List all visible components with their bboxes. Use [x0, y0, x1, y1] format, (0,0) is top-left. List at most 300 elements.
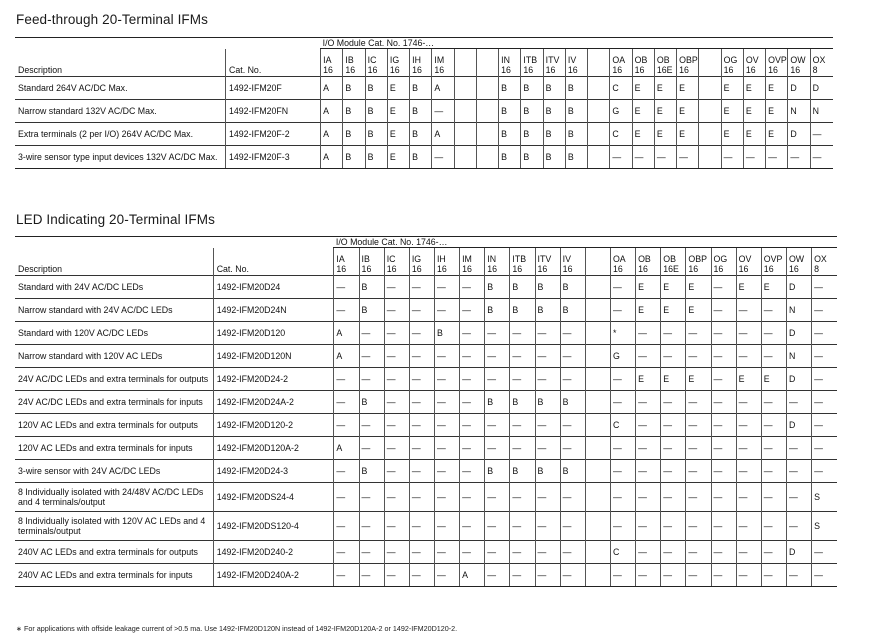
- module-name: IC: [367, 55, 377, 65]
- compat-code: —: [711, 512, 736, 541]
- compat-code: [454, 146, 476, 169]
- compat-code: —: [434, 541, 459, 564]
- compat-code: —: [460, 368, 485, 391]
- compat-code: —: [711, 322, 736, 345]
- compat-code: —: [661, 541, 686, 564]
- module-points: 16: [612, 65, 623, 75]
- module-points: 8: [814, 264, 819, 274]
- compat-code: E: [686, 299, 711, 322]
- module-column-header: [636, 248, 661, 276]
- compat-code: [585, 276, 610, 299]
- compat-code: —: [743, 146, 765, 169]
- compat-code: B: [521, 77, 543, 100]
- compat-code: E: [736, 368, 761, 391]
- compat-code: —: [686, 391, 711, 414]
- compat-code: —: [636, 322, 661, 345]
- compat-code: —: [535, 345, 560, 368]
- compat-code: —: [359, 564, 384, 587]
- compat-code: —: [535, 564, 560, 587]
- compat-code: —: [560, 512, 585, 541]
- module-points: 16: [336, 264, 347, 274]
- compat-code: —: [786, 460, 811, 483]
- module-points: 16: [537, 264, 548, 274]
- compat-code: —: [636, 512, 661, 541]
- compat-code: —: [761, 299, 786, 322]
- compat-code: E: [654, 123, 676, 146]
- compat-code: —: [432, 146, 454, 169]
- compat-code: —: [384, 391, 409, 414]
- compat-code: —: [736, 414, 761, 437]
- compat-code: —: [334, 414, 359, 437]
- compat-code: B: [499, 77, 521, 100]
- compat-code: B: [543, 123, 565, 146]
- module-column-header: [565, 49, 587, 77]
- compat-code: B: [359, 460, 384, 483]
- compat-code: E: [686, 368, 711, 391]
- compat-code: —: [636, 541, 661, 564]
- table-row: [15, 437, 837, 460]
- compat-code: —: [661, 564, 686, 587]
- compat-code: A: [321, 77, 343, 100]
- module-column-header: [812, 248, 837, 276]
- module-column-header: [343, 49, 365, 77]
- compat-code: D: [786, 368, 811, 391]
- description-header: Description: [18, 264, 63, 274]
- blank-cell: [15, 237, 213, 248]
- compat-code: —: [384, 276, 409, 299]
- compat-code: B: [343, 146, 365, 169]
- compat-code: E: [761, 276, 786, 299]
- compat-code: [585, 541, 610, 564]
- compat-code: D: [788, 77, 810, 100]
- compat-code: —: [359, 541, 384, 564]
- compat-code: —: [812, 299, 837, 322]
- compat-code: B: [485, 299, 510, 322]
- module-name: ITV: [545, 55, 560, 65]
- compat-code: —: [661, 414, 686, 437]
- compat-code: —: [610, 483, 635, 512]
- module-column-header: [610, 248, 635, 276]
- module-name: OBP: [688, 254, 707, 264]
- compat-code: D: [788, 123, 810, 146]
- row-cat-no: 1492-IFM20D24: [213, 276, 334, 299]
- module-name: IM: [434, 55, 445, 65]
- compat-code: —: [686, 322, 711, 345]
- compat-code: D: [786, 276, 811, 299]
- compat-code: —: [434, 391, 459, 414]
- module-column-header: [410, 49, 432, 77]
- compat-code: —: [409, 368, 434, 391]
- compat-code: —: [434, 368, 459, 391]
- compat-code: E: [387, 77, 409, 100]
- row-description: 24V AC/DC LEDs and extra terminals for inputs: [15, 391, 213, 414]
- compat-code: —: [711, 541, 736, 564]
- compat-code: —: [661, 483, 686, 512]
- row-description: Narrow standard 132V AC/DC Max.: [15, 100, 226, 123]
- module-points: [590, 65, 609, 75]
- compat-code: —: [432, 100, 454, 123]
- compat-code: E: [661, 276, 686, 299]
- compat-code: —: [610, 299, 635, 322]
- module-points: 16: [386, 264, 397, 274]
- compat-code: —: [384, 512, 409, 541]
- row-cat-no: 1492-IFM20D120A-2: [213, 437, 334, 460]
- table-row: [15, 512, 837, 541]
- module-name: [588, 254, 610, 264]
- compat-code: [454, 123, 476, 146]
- compat-code: [585, 483, 610, 512]
- module-column-header: [485, 248, 510, 276]
- compat-code: B: [359, 276, 384, 299]
- compat-code: —: [736, 322, 761, 345]
- module-name: IG: [411, 254, 422, 264]
- module-name: OA: [612, 55, 626, 65]
- module-points: 16: [738, 264, 749, 274]
- module-points: 16: [412, 65, 422, 75]
- compat-code: —: [786, 437, 811, 460]
- compat-code: —: [736, 541, 761, 564]
- table-row: [15, 299, 837, 322]
- compat-code: —: [485, 564, 510, 587]
- row-cat-no: 1492-IFM20D24-3: [213, 460, 334, 483]
- module-column-header: [476, 49, 498, 77]
- module-column-header: [721, 49, 743, 77]
- compat-code: —: [510, 368, 535, 391]
- module-points: 16: [612, 264, 623, 274]
- module-name: IH: [412, 55, 421, 65]
- table-row: [15, 322, 837, 345]
- compat-code: —: [610, 368, 635, 391]
- compat-code: A: [432, 77, 454, 100]
- compat-code: —: [560, 322, 585, 345]
- compat-code: B: [365, 123, 387, 146]
- compat-code: E: [766, 100, 788, 123]
- module-column-header: [736, 248, 761, 276]
- compat-code: —: [736, 512, 761, 541]
- module-name: IA: [336, 254, 345, 264]
- compat-code: —: [384, 322, 409, 345]
- module-column-header: [432, 49, 454, 77]
- compat-code: A: [321, 100, 343, 123]
- module-name: IA: [323, 55, 332, 65]
- module-column-header: [409, 248, 434, 276]
- module-name: IB: [345, 55, 354, 65]
- row-cat-no: 1492-IFM20FN: [226, 100, 321, 123]
- module-points: 16: [763, 264, 774, 274]
- compat-code: —: [409, 483, 434, 512]
- compat-code: E: [677, 100, 699, 123]
- section-title-feed-through: Feed-through 20-Terminal IFMs: [16, 12, 208, 27]
- compat-code: C: [610, 123, 632, 146]
- compat-code: —: [460, 414, 485, 437]
- module-points: 16: [713, 264, 724, 274]
- module-name: OBP: [679, 55, 698, 65]
- table-row: [15, 276, 837, 299]
- io-module-group-header: I/O Module Cat. No. 1746-…: [334, 237, 837, 248]
- compat-code: —: [460, 541, 485, 564]
- compat-code: B: [365, 146, 387, 169]
- module-points: 16: [567, 65, 578, 75]
- blank-cell: [15, 38, 226, 49]
- module-column-header: [535, 248, 560, 276]
- compat-code: —: [384, 345, 409, 368]
- compat-code: —: [485, 414, 510, 437]
- compat-code: [585, 414, 610, 437]
- compat-code: [585, 460, 610, 483]
- module-name: OW: [788, 254, 805, 264]
- compat-code: —: [384, 368, 409, 391]
- row-cat-no: 1492-IFM20D24N: [213, 299, 334, 322]
- compat-code: N: [786, 345, 811, 368]
- module-column-header: [359, 248, 384, 276]
- module-points: 16: [323, 65, 333, 75]
- module-name: OX: [812, 55, 826, 65]
- compat-code: B: [343, 100, 365, 123]
- row-cat-no: 1492-IFM20D24-2: [213, 368, 334, 391]
- table-row: [15, 123, 833, 146]
- compat-code: —: [686, 414, 711, 437]
- feed-through-table: [15, 37, 833, 169]
- compat-code: B: [565, 123, 587, 146]
- module-column-header: [387, 49, 409, 77]
- compat-code: [699, 146, 721, 169]
- module-points: 16E: [656, 65, 673, 75]
- compat-code: —: [434, 564, 459, 587]
- row-description: 120V AC LEDs and extra terminals for outputs: [15, 414, 213, 437]
- compat-code: D: [786, 322, 811, 345]
- compat-code: —: [736, 299, 761, 322]
- compat-code: E: [766, 123, 788, 146]
- module-points: 16: [523, 65, 534, 75]
- compat-code: B: [434, 322, 459, 345]
- module-points: 8: [812, 65, 818, 75]
- compat-code: —: [761, 564, 786, 587]
- module-column-header: [786, 248, 811, 276]
- compat-code: N: [810, 100, 833, 123]
- compat-code: —: [460, 483, 485, 512]
- table-row: [15, 414, 837, 437]
- io-module-group-header: I/O Module Cat. No. 1746-…: [321, 38, 833, 49]
- compat-code: —: [359, 512, 384, 541]
- compat-code: [585, 437, 610, 460]
- compat-code: —: [485, 512, 510, 541]
- compat-code: —: [788, 146, 810, 169]
- compat-code: [585, 391, 610, 414]
- module-name: IB: [361, 254, 370, 264]
- module-name: ITB: [523, 55, 538, 65]
- compat-code: B: [543, 146, 565, 169]
- compat-code: —: [711, 345, 736, 368]
- compat-code: —: [485, 541, 510, 564]
- led-indicating-table: [15, 236, 837, 587]
- compat-code: B: [499, 100, 521, 123]
- compat-code: —: [812, 437, 837, 460]
- module-points: 16: [634, 65, 645, 75]
- column-header-row: [15, 49, 833, 77]
- compat-code: E: [387, 146, 409, 169]
- module-name: OA: [612, 254, 626, 264]
- compat-code: —: [711, 483, 736, 512]
- compat-code: —: [409, 414, 434, 437]
- module-column-header: [588, 49, 610, 77]
- module-points: [457, 65, 476, 75]
- compat-code: —: [736, 483, 761, 512]
- compat-code: E: [766, 77, 788, 100]
- compat-code: B: [510, 299, 535, 322]
- compat-code: —: [409, 460, 434, 483]
- module-points: [701, 65, 720, 75]
- compat-code: E: [636, 299, 661, 322]
- compat-code: —: [610, 146, 632, 169]
- compat-code: [588, 146, 610, 169]
- compat-code: D: [810, 77, 833, 100]
- compat-code: B: [560, 299, 585, 322]
- module-points: 16: [345, 65, 356, 75]
- compat-code: —: [409, 564, 434, 587]
- compat-code: [699, 100, 721, 123]
- compat-code: —: [661, 391, 686, 414]
- compat-code: —: [510, 483, 535, 512]
- module-column-header: [632, 49, 654, 77]
- row-cat-no: 1492-IFM20DS120-4: [213, 512, 334, 541]
- row-cat-no: 1492-IFM20D120N: [213, 345, 334, 368]
- compat-code: —: [535, 437, 560, 460]
- compat-code: —: [409, 299, 434, 322]
- module-points: 16E: [663, 264, 679, 274]
- compat-code: C: [610, 541, 635, 564]
- compat-code: —: [434, 483, 459, 512]
- compat-code: —: [409, 512, 434, 541]
- compat-code: —: [786, 564, 811, 587]
- module-column-header: [585, 248, 610, 276]
- compat-code: E: [636, 368, 661, 391]
- compat-code: B: [485, 460, 510, 483]
- module-name: ITV: [537, 254, 552, 264]
- compat-code: B: [359, 391, 384, 414]
- module-points: 16: [562, 264, 573, 274]
- compat-code: —: [661, 437, 686, 460]
- compat-code: —: [812, 541, 837, 564]
- compat-code: —: [711, 299, 736, 322]
- compat-code: —: [460, 391, 485, 414]
- compat-code: S: [812, 512, 837, 541]
- row-cat-no: 1492-IFM20F: [226, 77, 321, 100]
- compat-code: —: [535, 483, 560, 512]
- compat-code: —: [460, 512, 485, 541]
- compat-code: B: [410, 146, 432, 169]
- compat-code: —: [810, 123, 833, 146]
- compat-code: E: [677, 123, 699, 146]
- module-points: 16: [788, 264, 799, 274]
- compat-code: [588, 77, 610, 100]
- compat-code: B: [565, 77, 587, 100]
- compat-code: —: [686, 437, 711, 460]
- module-name: OW: [790, 55, 806, 65]
- compat-code: B: [535, 460, 560, 483]
- compat-code: —: [636, 460, 661, 483]
- compat-code: E: [743, 77, 765, 100]
- compat-code: —: [460, 276, 485, 299]
- compat-code: A: [321, 123, 343, 146]
- compat-code: G: [610, 100, 632, 123]
- compat-code: —: [560, 414, 585, 437]
- module-name: IV: [562, 254, 571, 264]
- compat-code: B: [521, 146, 543, 169]
- module-column-header: [661, 248, 686, 276]
- compat-code: —: [535, 368, 560, 391]
- compat-code: [585, 564, 610, 587]
- compat-code: —: [711, 391, 736, 414]
- row-description: 240V AC LEDs and extra terminals for outputs: [15, 541, 213, 564]
- row-cat-no: 1492-IFM20D120: [213, 322, 334, 345]
- compat-code: —: [334, 368, 359, 391]
- compat-code: —: [334, 299, 359, 322]
- compat-code: B: [365, 77, 387, 100]
- compat-code: [476, 100, 498, 123]
- column-header-row: [15, 248, 837, 276]
- module-name: OB: [656, 55, 670, 65]
- compat-code: —: [434, 276, 459, 299]
- compat-code: —: [560, 541, 585, 564]
- compat-code: —: [766, 146, 788, 169]
- table-row: [15, 146, 833, 169]
- compat-code: —: [786, 512, 811, 541]
- compat-code: *: [610, 322, 635, 345]
- module-name: IC: [386, 254, 396, 264]
- compat-code: —: [510, 322, 535, 345]
- compat-code: B: [565, 100, 587, 123]
- compat-code: —: [409, 322, 434, 345]
- compat-code: —: [510, 541, 535, 564]
- module-column-header: [743, 49, 765, 77]
- module-name: [701, 55, 720, 65]
- compat-code: —: [636, 564, 661, 587]
- module-points: [479, 65, 498, 75]
- compat-code: —: [636, 414, 661, 437]
- row-description: Extra terminals (2 per I/O) 264V AC/DC Max.: [15, 123, 226, 146]
- compat-code: [454, 100, 476, 123]
- module-name: [479, 55, 498, 65]
- compat-code: E: [677, 77, 699, 100]
- compat-code: —: [560, 437, 585, 460]
- module-column-header: [686, 248, 711, 276]
- compat-code: —: [560, 483, 585, 512]
- compat-code: —: [761, 512, 786, 541]
- compat-code: B: [485, 276, 510, 299]
- compat-code: B: [410, 77, 432, 100]
- table-row: [15, 391, 837, 414]
- compat-code: —: [535, 541, 560, 564]
- compat-code: E: [721, 123, 743, 146]
- description-header: Description: [18, 65, 63, 75]
- compat-code: —: [384, 414, 409, 437]
- compat-code: —: [711, 414, 736, 437]
- compat-code: —: [661, 460, 686, 483]
- compat-code: E: [387, 100, 409, 123]
- module-column-header: [543, 49, 565, 77]
- compat-code: —: [384, 437, 409, 460]
- compat-code: B: [521, 100, 543, 123]
- compat-code: —: [812, 564, 837, 587]
- table-row: [15, 541, 837, 564]
- module-name: IG: [389, 55, 400, 65]
- compat-code: D: [786, 541, 811, 564]
- compat-code: —: [560, 368, 585, 391]
- compat-code: —: [334, 512, 359, 541]
- module-points: 16: [361, 264, 372, 274]
- compat-code: A: [432, 123, 454, 146]
- module-column-header: [321, 49, 343, 77]
